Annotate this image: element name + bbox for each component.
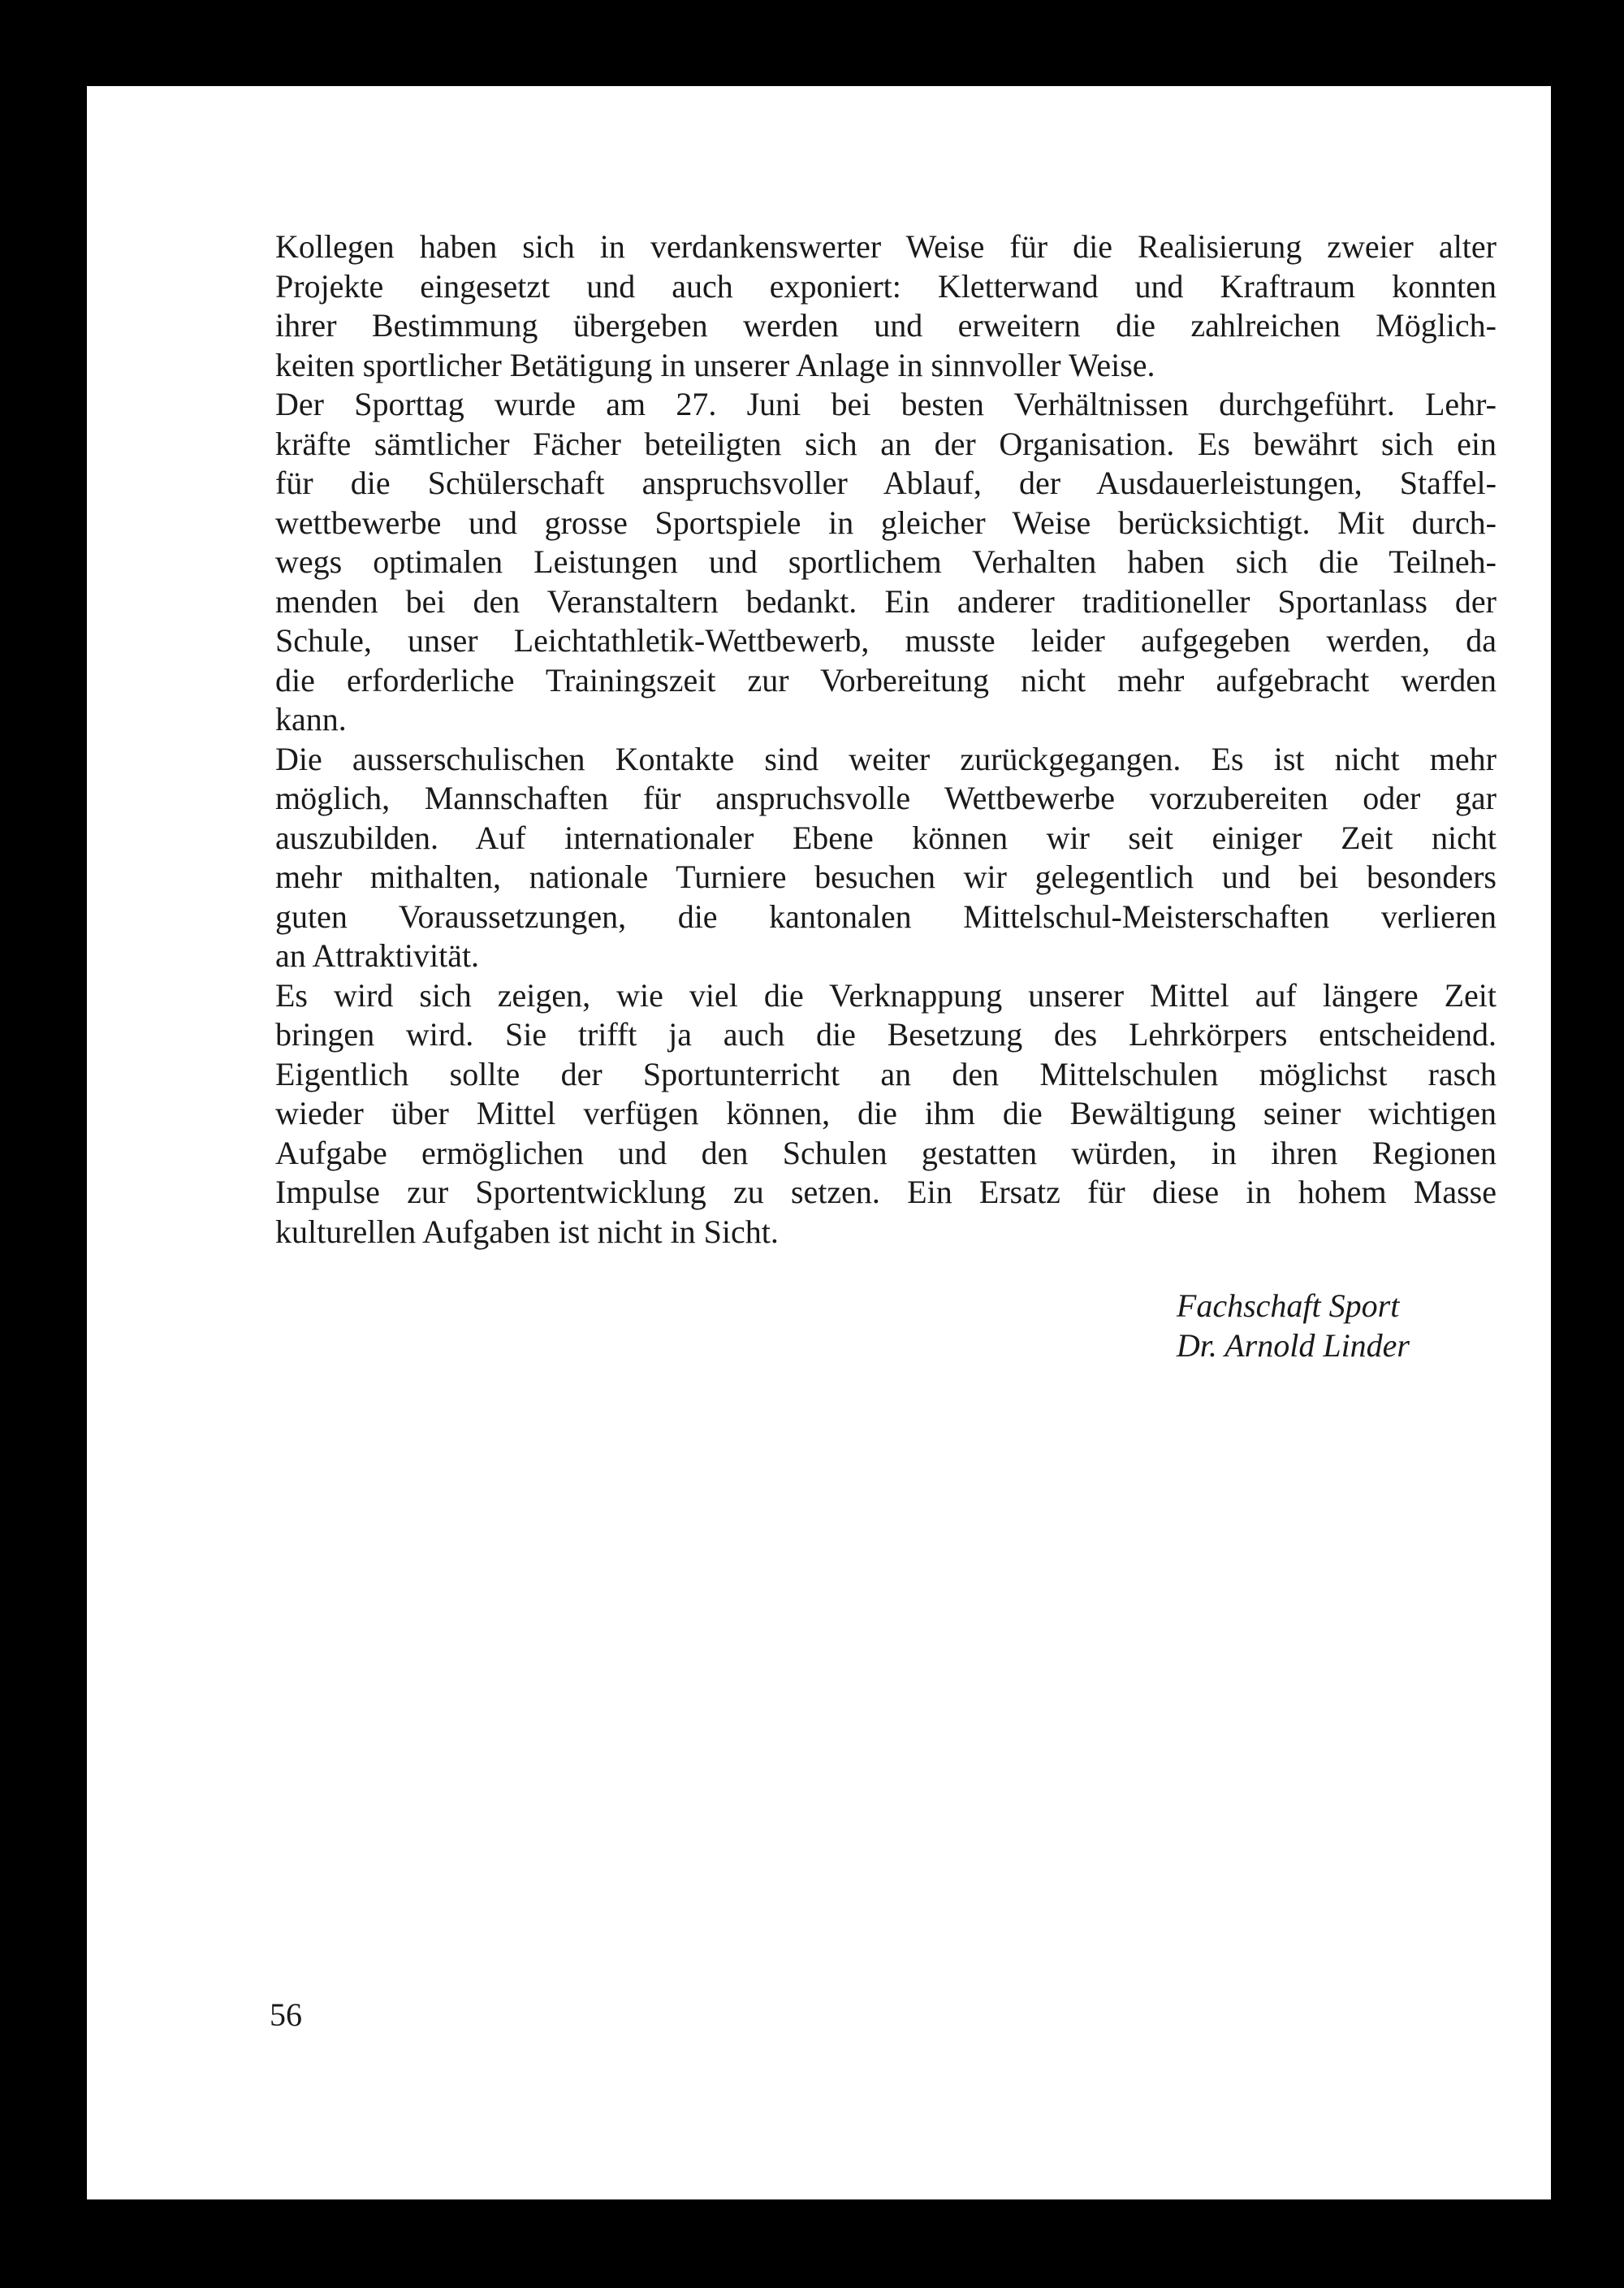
text-line: ihrer Bestimmung übergeben werden und erweitern die zahlreichen Möglich-: [275, 307, 1497, 344]
document-page: [87, 86, 1551, 2199]
text-line: Aufgabe ermöglichen und den Schulen gestatten würden, in ihren Regionen: [275, 1134, 1497, 1171]
text-line: kulturellen Aufgaben ist nicht in Sicht.: [275, 1213, 779, 1250]
text-line: kräfte sämtlicher Fächer beteiligten sich an der Organisation. Es bewährt sich ein: [275, 425, 1497, 462]
text-line: auszubilden. Auf internationaler Ebene können wir seit einiger Zeit nicht: [275, 819, 1497, 856]
paragraph-4: [275, 976, 1497, 1252]
text-line: für die Schülerschaft anspruchsvoller Ablauf, der Ausdauerleistungen, Staffel-: [275, 465, 1497, 501]
text-line: Eigentlich sollte der Sportunterricht an den Mittelschulen möglichst rasch: [275, 1055, 1497, 1092]
body-text: [275, 227, 1497, 1252]
text-line: Es wird sich zeigen, wie viel die Verknappung unserer Mittel auf längere Zeit: [275, 976, 1497, 1014]
text-line: die erforderliche Trainingszeit zur Vorbereitung nicht mehr aufgebracht werden: [275, 661, 1497, 699]
text-line: Projekte eingesetzt und auch exponiert: Kletterwand und Kraftraum konnten: [275, 267, 1497, 305]
paragraph-1: [275, 227, 1497, 385]
paragraph-3: [275, 740, 1497, 976]
text-line: an Attraktivität.: [275, 937, 480, 974]
text-line: Der Sporttag wurde am 27. Juni bei besten Verhältnissen durchgeführt. Lehr-: [275, 386, 1497, 422]
signature-author: Dr. Arnold Linder: [1176, 1326, 1410, 1364]
text-line: wieder über Mittel verfügen können, die ihm die Bewältigung seiner wichtigen: [275, 1095, 1497, 1131]
text-line: Die ausserschulischen Kontakte sind weiter zurückgegangen. Es ist nicht mehr: [275, 740, 1497, 777]
text-line: Impulse zur Sportentwicklung zu setzen. Ein Ersatz für diese in hohem Masse: [275, 1174, 1497, 1210]
page-number: 56: [270, 1996, 302, 2033]
text-line: Schule, unser Leichtathletik-Wettbewerb, musste leider aufgegeben werden, da: [275, 622, 1497, 659]
paragraph-2: [275, 385, 1497, 740]
text-line: keiten sportlicher Betätigung in unserer Anlage in sinnvoller Weise.: [275, 346, 1155, 383]
text-line: möglich, Mannschaften für anspruchsvolle Wettbewerbe vorzubereiten oder gar: [275, 780, 1497, 816]
text-line: mehr mithalten, nationale Turniere besuchen wir gelegentlich und bei besonders: [275, 859, 1497, 895]
signature-department: Fachschaft Sport: [1176, 1287, 1400, 1324]
text-line: menden bei den Veranstaltern bedankt. Ein anderer traditioneller Sportanlass der: [275, 582, 1497, 620]
signature-block: [1177, 1287, 1410, 1365]
text-line: Kollegen haben sich in verdankenswerter Weise für die Realisierung zweier alter: [275, 228, 1497, 265]
text-line: wettbewerbe und grosse Sportspiele in gleicher Weise berücksichtigt. Mit durch-: [275, 504, 1497, 541]
text-line: wegs optimalen Leistungen und sportlichem Verhalten haben sich die Teilneh-: [275, 543, 1497, 580]
text-line: bringen wird. Sie trifft ja auch die Besetzung des Lehrkörpers entscheidend.: [275, 1016, 1497, 1053]
text-line: guten Voraussetzungen, die kantonalen Mittelschul-Meisterschaften verlieren: [275, 897, 1497, 935]
text-line: kann.: [275, 701, 347, 737]
